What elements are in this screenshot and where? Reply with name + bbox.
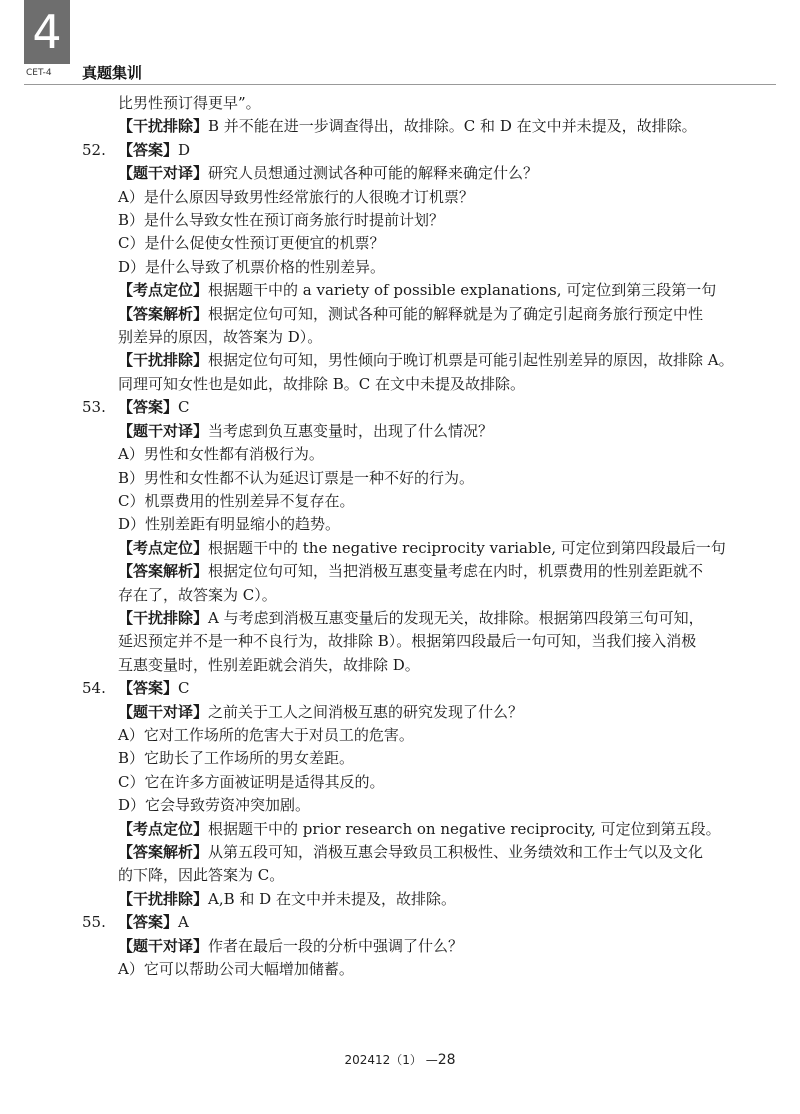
label-tag: 【干扰排除】 xyxy=(118,889,209,908)
option-line: B）它助长了工作场所的男女差距。 xyxy=(118,749,355,768)
text-line: 别差异的原因，故答案为 D）。 xyxy=(118,328,323,347)
line-text: 根据题干中的 the negative reciprocity variable, 可定位到第四段最后一句 xyxy=(208,538,726,557)
answer-tag: 【答案】 xyxy=(118,140,179,159)
answer-letter: C xyxy=(178,679,190,698)
label-tag: 【答案解析】 xyxy=(118,562,209,581)
option-line: D）性别差距有明显缩小的趋势。 xyxy=(118,515,341,534)
line-text: 之前关于工人之间消极互惠的研究发现了什么？ xyxy=(208,702,524,721)
line-text: A 与考虑到消极互惠变量后的发现无关，故排除。根据第四段第三句可知， xyxy=(208,608,704,627)
text-line: 互惠变量时，性别差距就会消失，故排除 D。 xyxy=(118,655,420,674)
option-line: A）男性和女性都有消极行为。 xyxy=(118,445,324,464)
label-tag: 【题干对译】 xyxy=(118,164,209,183)
text-line: 的下降，因此答案为 C。 xyxy=(118,866,285,885)
option-line: A）是什么原因导致男性经常旅行的人很晚才订机票？ xyxy=(118,187,474,206)
exam-level-label: CET-4 xyxy=(26,68,52,78)
answer-tag: 【答案】 xyxy=(118,679,179,698)
distractor-line xyxy=(82,349,742,372)
line-text: A,B 和 D 在文中并未提及，故排除。 xyxy=(208,889,456,908)
label-tag: 【干扰排除】 xyxy=(118,351,209,370)
line-text: 研究人员想通过测试各种可能的解释来确定什么？ xyxy=(208,164,539,183)
analysis-line xyxy=(82,841,742,864)
text-line: 比男性预订得更早”。 xyxy=(118,94,261,112)
option-line: A）它对工作场所的危害大于对员工的危害。 xyxy=(118,725,414,744)
label-tag: 【干扰排除】 xyxy=(118,117,209,136)
option-line: A）它可以帮助公司大幅增加储蓄。 xyxy=(118,960,354,979)
line-text: 根据定位句可知，男性倾向于晚订机票是可能引起性别差异的原因，故排除 A。 xyxy=(208,351,734,370)
answer-explanations xyxy=(82,92,742,981)
answer-tag: 【答案】 xyxy=(118,398,179,417)
page-number: 28 xyxy=(437,1052,456,1068)
line-text: 当考虑到负互惠变量时，出现了什么情况？ xyxy=(208,421,494,440)
text-line: 存在了，故答案为 C）。 xyxy=(118,585,277,604)
distractor-line xyxy=(82,888,742,911)
option-line: C）是什么促使女性预订更便宜的机票？ xyxy=(118,234,385,253)
answer-tag: 【答案】 xyxy=(118,913,179,932)
line-text: 根据定位句可知，测试各种可能的解释就是为了确定引起商务旅行预定中性 xyxy=(208,304,704,323)
question-number: 53. xyxy=(82,398,106,417)
line-text: B 并不能在进一步调查得出，故排除。C 和 D 在文中并未提及，故排除。 xyxy=(208,117,697,136)
locate-line xyxy=(82,537,742,560)
translation-line xyxy=(82,162,742,185)
line-text: 作者在最后一段的分析中强调了什么？ xyxy=(208,936,464,955)
translation-line xyxy=(82,420,742,443)
label-tag: 【题干对译】 xyxy=(118,702,209,721)
analysis-line xyxy=(82,303,742,326)
page-footer xyxy=(0,1051,800,1068)
translation-line xyxy=(82,935,742,958)
option-line: D）它会导致劳资冲突加剧。 xyxy=(118,796,311,815)
label-tag: 【题干对译】 xyxy=(118,421,209,440)
line-text: 根据定位句可知，当把消极互惠变量考虑在内时，机票费用的性别差距就不 xyxy=(208,562,704,581)
label-tag: 【题干对译】 xyxy=(118,936,209,955)
question-53-answer xyxy=(82,396,742,419)
analysis-line xyxy=(82,560,742,583)
question-55-answer xyxy=(82,911,742,934)
question-number: 52. xyxy=(82,140,106,159)
issue-code: 202412（1） xyxy=(344,1053,422,1067)
label-tag: 【考点定位】 xyxy=(118,538,209,557)
question-number: 54. xyxy=(82,679,106,698)
label-tag: 【答案解析】 xyxy=(118,843,209,861)
line-text: 根据题干中的 a variety of possible explanations, 可定位到第三段第一句 xyxy=(208,281,717,300)
distractor-line xyxy=(82,115,742,138)
footer-dash: — xyxy=(425,1053,438,1067)
option-line: B）男性和女性都不认为延迟订票是一种不好的行为。 xyxy=(118,468,475,487)
line-text: 根据题干中的 prior research on negative reciprocity, 可定位到第五段。 xyxy=(208,819,721,838)
answer-letter: C xyxy=(178,398,190,417)
question-52-answer xyxy=(82,139,742,162)
locate-line xyxy=(82,279,742,302)
label-tag: 【答案解析】 xyxy=(118,304,209,323)
header-divider xyxy=(24,84,776,85)
label-tag: 【考点定位】 xyxy=(118,281,209,300)
section-title: 真题集训 xyxy=(82,64,143,82)
locate-line xyxy=(82,818,742,841)
label-tag: 【考点定位】 xyxy=(118,819,209,838)
option-line: B）是什么导致女性在预订商务旅行时提前计划？ xyxy=(118,211,445,230)
distractor-line xyxy=(82,607,742,630)
option-line: C）它在许多方面被证明是适得其反的。 xyxy=(118,772,385,791)
answer-letter: A xyxy=(178,913,189,932)
question-54-answer xyxy=(82,677,742,700)
line-text: 从第五段可知，消极互惠会导致员工积极性、业务绩效和工作士气以及文化 xyxy=(208,843,704,861)
question-number: 55. xyxy=(82,913,106,932)
text-line: 延迟预定并不是一种不良行为，故排除 B）。根据第四段最后一句可知，当我们接入消极 xyxy=(118,632,697,651)
answer-letter: D xyxy=(178,140,191,159)
label-tag: 【干扰排除】 xyxy=(118,608,209,627)
option-line: C）机票费用的性别差异不复存在。 xyxy=(118,491,355,510)
translation-line xyxy=(82,701,742,724)
text-line: 同理可知女性也是如此，故排除 B。C 在文中未提及故排除。 xyxy=(118,374,526,393)
chapter-number-block: 4 xyxy=(24,0,70,64)
option-line: D）是什么导致了机票价格的性别差异。 xyxy=(118,257,386,276)
